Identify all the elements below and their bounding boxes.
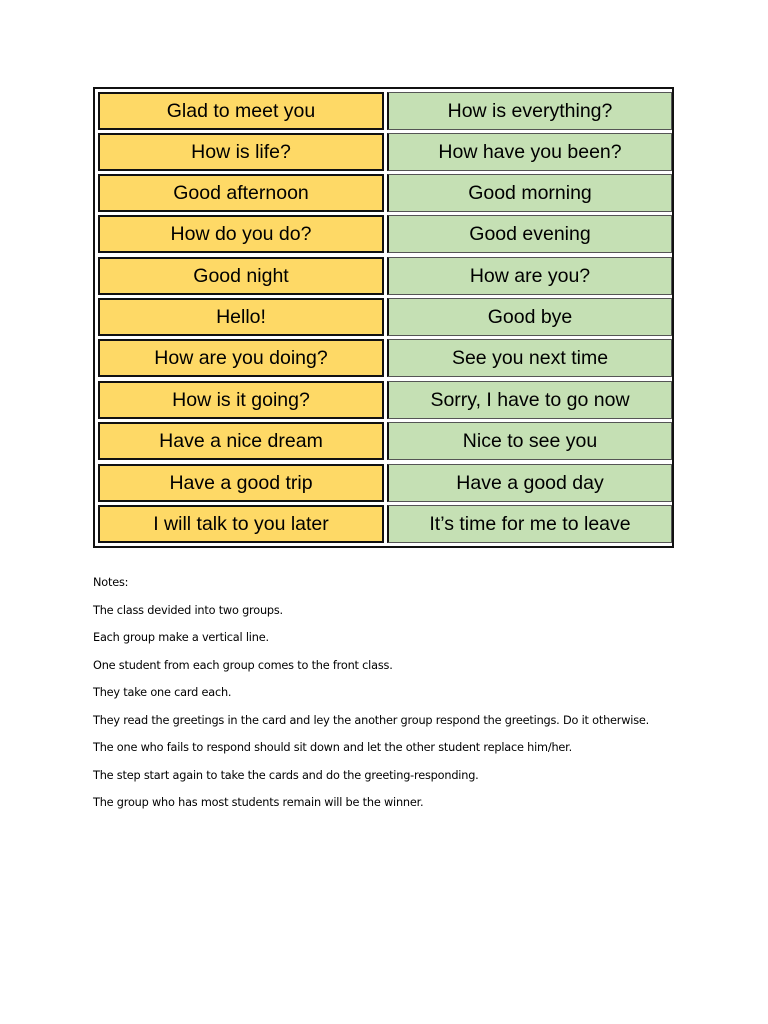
card-right-4: Good evening <box>387 215 672 253</box>
card-left-7: How are you doing? <box>98 339 384 377</box>
card-right-7: See you next time <box>387 339 672 377</box>
card-left-11: I will talk to you later <box>98 505 384 543</box>
card-left-4: How do you do? <box>98 215 384 253</box>
card-left-3: Good afternoon <box>98 174 384 212</box>
notes-line-7: The step start again to take the cards and do the greeting-responding. <box>93 768 479 782</box>
notes-line-3: One student from each group comes to the front class. <box>93 658 393 672</box>
card-left-10: Have a good trip <box>98 464 384 502</box>
card-left-2: How is life? <box>98 133 384 171</box>
card-left-1: Glad to meet you <box>98 92 384 130</box>
card-left-9: Have a nice dream <box>98 422 384 460</box>
notes-section <box>93 575 733 823</box>
card-right-6: Good bye <box>387 298 672 336</box>
greeting-card-grid <box>93 87 674 548</box>
card-right-2: How have you been? <box>387 133 672 171</box>
card-right-5: How are you? <box>387 257 672 295</box>
notes-line-4: They take one card each. <box>93 686 232 699</box>
card-right-9: Nice to see you <box>387 422 672 460</box>
notes-line-2: Each group make a vertical line. <box>93 631 269 644</box>
card-right-1: How is everything? <box>387 92 672 130</box>
card-right-11: It’s time for me to leave <box>387 505 672 543</box>
card-left-8: How is it going? <box>98 381 384 419</box>
notes-line-8: The group who has most students remain will be the winner. <box>93 796 424 809</box>
card-left-6: Hello! <box>98 298 384 336</box>
card-right-8: Sorry, I have to go now <box>387 381 672 419</box>
notes-line-5: They read the greetings in the card and ley the another group respond the greetings. Do it otherwise. <box>93 713 650 727</box>
card-left-5: Good night <box>98 257 384 295</box>
notes-heading: Notes: <box>93 576 129 589</box>
notes-line-6: The one who fails to respond should sit down and let the other student replace him/her. <box>93 741 572 754</box>
card-right-10: Have a good day <box>387 464 672 502</box>
notes-line-1: The class devided into two groups. <box>93 603 283 617</box>
card-right-3: Good morning <box>387 174 672 212</box>
